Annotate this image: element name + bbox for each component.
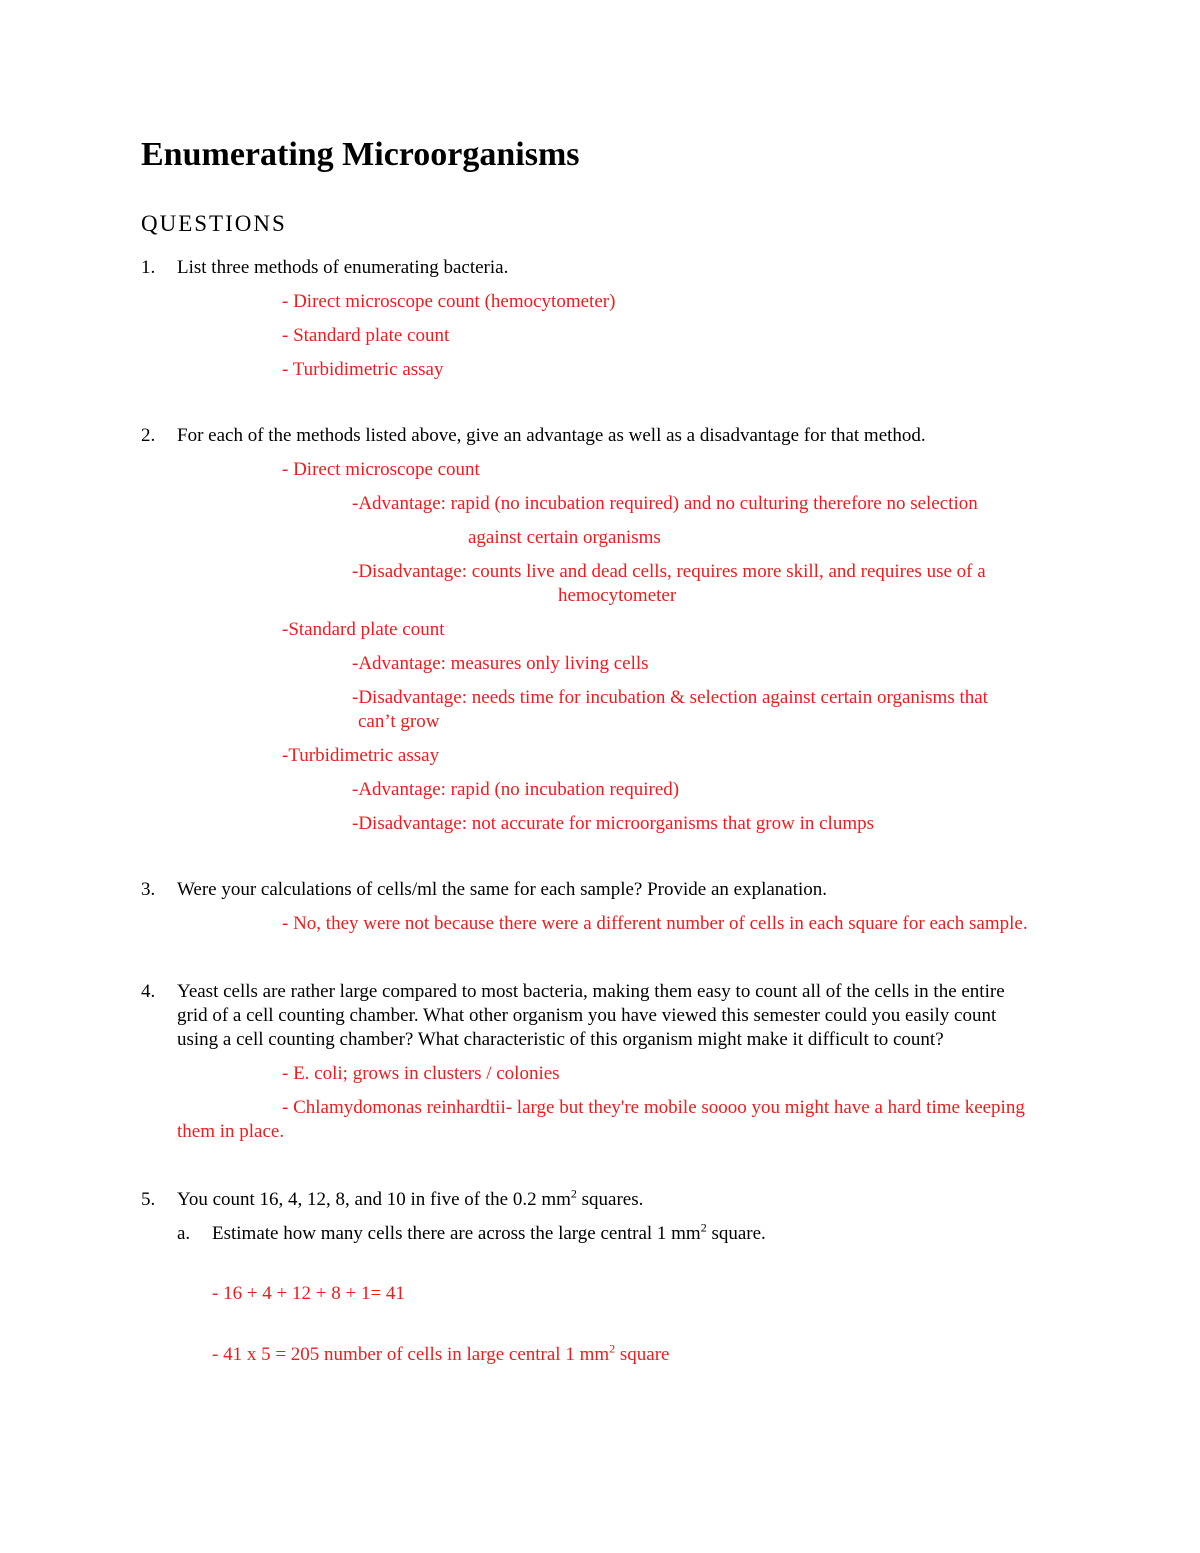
q4-answer-2-cont: them in place.	[177, 1121, 285, 1142]
q2-direct-count-advantage: -Advantage: rapid (no incubation required) and no culturing therefore no selection	[352, 493, 978, 514]
q5a-answer-1: - 16 + 4 + 12 + 8 + 1= 41	[212, 1283, 405, 1304]
question-5-text: You count 16, 4, 12, 8, and 10 in five of the 0.2 $mm^2$ squares.	[177, 1186, 644, 1210]
question-4-text-line-1: Yeast cells are rather large compared to most bacteria, making them easy to count all of the cells in the entire	[177, 981, 1005, 1002]
q2-plate-count-label: -Standard plate count	[282, 619, 445, 640]
section-heading: QUESTIONS	[141, 211, 287, 236]
q2-plate-count-disadvantage-cont: can’t grow	[358, 711, 440, 732]
question-2-number: 2.	[141, 425, 156, 446]
q5a-answer-2: - 41 x 5 = 205 number of cells in large central 1 $mm^2$ square	[212, 1341, 670, 1365]
q2-turbidimetric-disadvantage: -Disadvantage: not accurate for microorganisms that grow in clumps	[352, 813, 874, 834]
question-3-number: 3.	[141, 879, 156, 900]
q4-answer-1: - E. coli; grows in clusters / colonies	[282, 1063, 560, 1084]
question-4-number: 4.	[141, 981, 156, 1002]
q2-direct-count-disadvantage-cont: hemocytometer	[558, 585, 677, 606]
q2-direct-count-disadvantage: -Disadvantage: counts live and dead cells, requires more skill, and requires use of a	[352, 561, 986, 582]
q1-answer-1: - Direct microscope count (hemocytometer)	[282, 291, 616, 312]
q2-plate-count-advantage: -Advantage: measures only living cells	[352, 653, 649, 674]
q1-answer-3: - Turbidimetric assay	[282, 359, 444, 380]
question-4-text-line-3: using a cell counting chamber? What characteristic of this organism might make it difficult to count?	[177, 1029, 944, 1050]
q2-plate-count-disadvantage: -Disadvantage: needs time for incubation & selection against certain organisms that	[352, 687, 988, 708]
q3-answer: - No, they were not because there were a different number of cells in each square for each sample.	[282, 913, 1028, 934]
question-1-text: List three methods of enumerating bacteria.	[177, 257, 509, 278]
question-5a-text: Estimate how many cells there are across the large central 1 $mm^2$ square.	[212, 1220, 766, 1244]
question-5a-letter: a.	[177, 1223, 191, 1244]
question-1-number: 1.	[141, 257, 156, 278]
question-3-text: Were your calculations of cells/ml the same for each sample? Provide an explanation.	[177, 879, 828, 900]
q4-answer-2: - Chlamydomonas reinhardtii- large but they're mobile soooo you might have a hard time keeping	[282, 1097, 1025, 1118]
question-5-number: 5.	[141, 1189, 156, 1210]
page-title: Enumerating Microorganisms	[141, 136, 580, 173]
q1-answer-2: - Standard plate count	[282, 325, 450, 346]
q2-direct-count-label: - Direct microscope count	[282, 459, 480, 480]
question-2-text: For each of the methods listed above, give an advantage as well as a disadvantage for that method.	[177, 425, 926, 446]
q2-turbidimetric-label: -Turbidimetric assay	[282, 745, 440, 766]
q2-direct-count-advantage-cont: against certain organisms	[468, 527, 661, 548]
q2-turbidimetric-advantage: -Advantage: rapid (no incubation required)	[352, 779, 680, 800]
question-4-text-line-2: grid of a cell counting chamber. What other organism you have viewed this semester could you easily count	[177, 1005, 997, 1026]
